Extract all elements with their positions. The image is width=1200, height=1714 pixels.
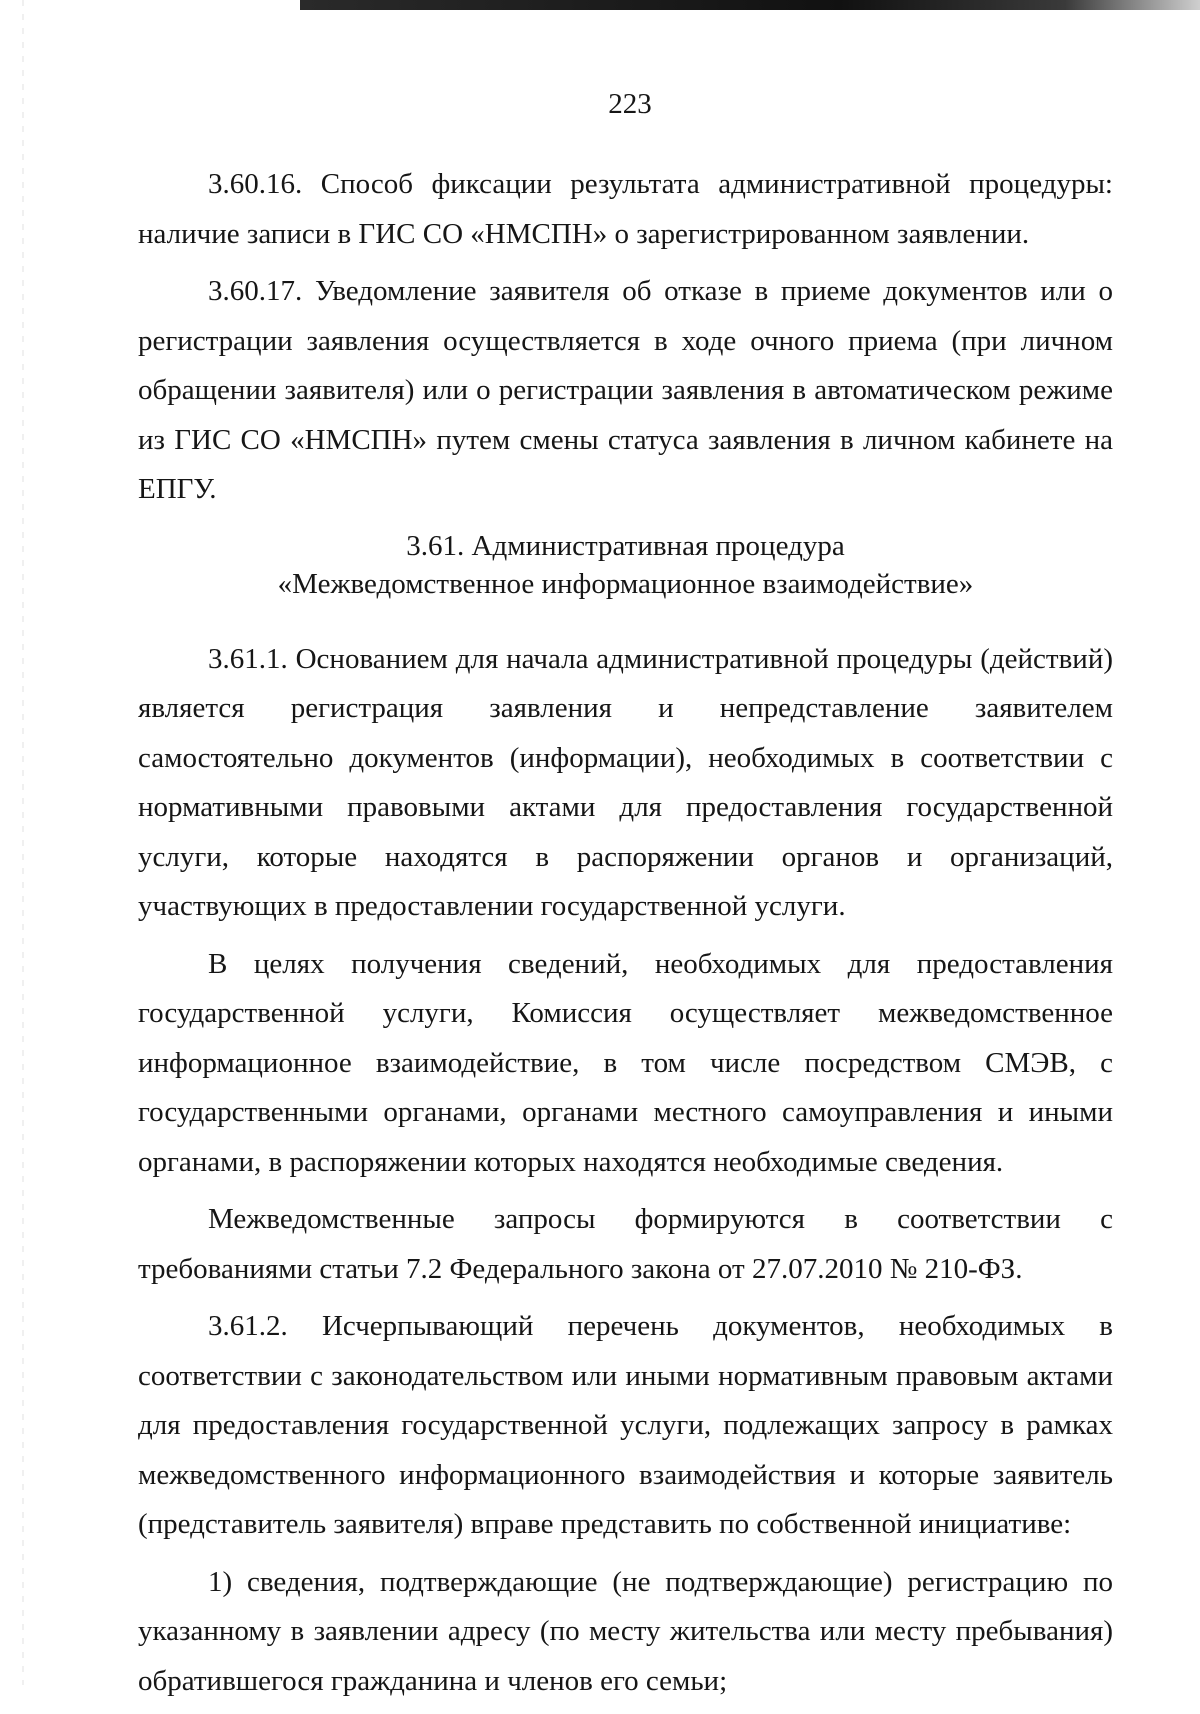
paragraph-interagency-info: В целях получения сведений, необходимых для предоставления государственной услуги, Комиссия осуществляет межведомственное информационное взаимодействие, в том числе посредством СМЭВ, с государственными органами, органами местного самоуправления и иными органами, в распоряжении которых находятся необходимые сведения. bbox=[138, 947, 1113, 1178]
section-heading-line-2: «Межведомственное информационное взаимодействие» bbox=[277, 567, 974, 600]
paragraph-interagency-requests: Межведомственные запросы формируются в соответствии с требованиями статьи 7.2 Федерального закона от 27.07.2010 № 210-ФЗ. bbox=[138, 1203, 1113, 1285]
paragraph-3-61-1: 3.61.1. Основанием для начала административной процедуры (действий) является регистрация заявления и непредставление заявителем самостоятельно документов (информации), необходимых в соответствии с нормативными правовыми актами для предоставления государственной услуги, которые находятся в распоряжении органов и организаций, участвующих в предоставлении государственной услуги. bbox=[138, 642, 1113, 922]
list-item-1: 1) сведения, подтверждающие (не подтверждающие) регистрацию по указанному в заявлении адресу (по месту жительства или месту пребывания) обратившегося гражданина и членов его семьи; bbox=[138, 1565, 1113, 1697]
section-heading bbox=[138, 527, 1113, 603]
section-heading-line-1: 3.61. Административная процедура bbox=[406, 529, 845, 562]
paragraph-3-61-2: 3.61.2. Исчерпывающий перечень документов, необходимых в соответствии с законодательством или иными нормативным правовым актами для предоставления государственной услуги, подлежащих запросу в рамках межведомственного информационного взаимодействия и которые заявитель (представитель заявителя) вправе представить по собственной инициативе: bbox=[138, 1310, 1113, 1540]
scan-edge-artifact bbox=[22, 0, 24, 1685]
paragraph-3-60-17: 3.60.17. Уведомление заявителя об отказе в приеме документов или о регистрации заявления осуществляется в ходе очного приема (при личном обращении заявителя) или о регистрации заявления в автоматическом режиме из ГИС СО «НМСПН» путем смены статуса заявления в личном кабинете на ЕПГУ. bbox=[138, 275, 1113, 505]
document-body bbox=[138, 160, 1113, 1714]
paragraph-3-60-16: 3.60.16. Способ фиксации результата административной процедуры: наличие записи в ГИС СО «НМСПН» о зарегистрированном заявлении. bbox=[138, 168, 1113, 250]
page-number: 223 bbox=[608, 88, 652, 120]
scan-border-artifact bbox=[300, 0, 1200, 10]
